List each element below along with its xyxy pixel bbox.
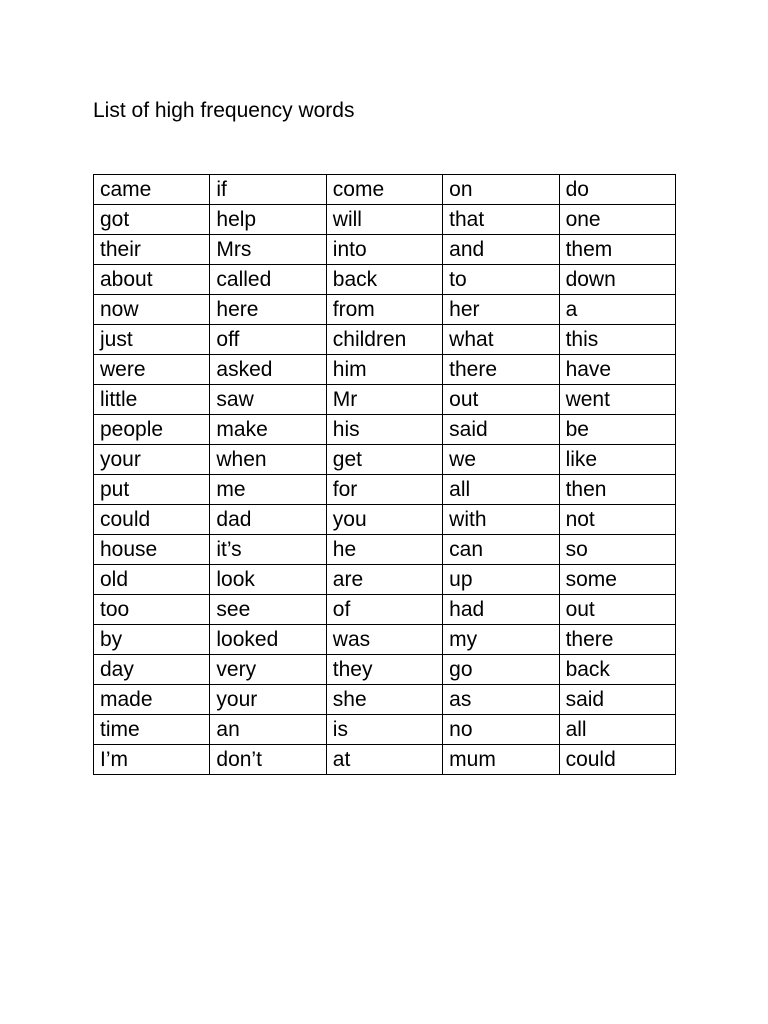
word-cell: all [559,715,675,745]
word-cell: on [443,175,559,205]
word-cell: Mrs [210,235,326,265]
word-cell: could [559,745,675,775]
word-cell: saw [210,385,326,415]
word-cell: your [94,445,210,475]
word-cell: me [210,475,326,505]
word-cell: out [443,385,559,415]
table-row [94,415,676,445]
word-cell: and [443,235,559,265]
word-cell: like [559,445,675,475]
word-cell: about [94,265,210,295]
table-row [94,445,676,475]
word-cell: could [94,505,210,535]
word-cell: get [326,445,442,475]
table-row [94,265,676,295]
word-cell: of [326,595,442,625]
word-cell: said [559,685,675,715]
word-cell: be [559,415,675,445]
word-cell: out [559,595,675,625]
table-row [94,235,676,265]
word-cell: they [326,655,442,685]
word-cell: were [94,355,210,385]
word-cell: little [94,385,210,415]
word-cell: there [559,625,675,655]
word-cell: do [559,175,675,205]
word-cell: are [326,565,442,595]
table-row [94,385,676,415]
word-cell: people [94,415,210,445]
table-row [94,685,676,715]
word-cell: can [443,535,559,565]
word-cell: mum [443,745,559,775]
word-cell: just [94,325,210,355]
word-cell: it’s [210,535,326,565]
word-cell: one [559,205,675,235]
word-cell: my [443,625,559,655]
table-row [94,655,676,685]
word-cell: by [94,625,210,655]
word-cell: an [210,715,326,745]
word-cell: I’m [94,745,210,775]
word-cell: looked [210,625,326,655]
table-row [94,475,676,505]
table-row [94,325,676,355]
word-cell: she [326,685,442,715]
word-cell: there [443,355,559,385]
table-row [94,625,676,655]
word-cell: went [559,385,675,415]
word-cell: Mr [326,385,442,415]
word-cell: called [210,265,326,295]
word-cell: came [94,175,210,205]
word-cell: see [210,595,326,625]
word-cell: go [443,655,559,685]
word-cell: if [210,175,326,205]
word-cell: make [210,415,326,445]
word-cell: he [326,535,442,565]
word-cell: into [326,235,442,265]
word-cell: will [326,205,442,235]
table-row [94,535,676,565]
word-cell: what [443,325,559,355]
word-cell: his [326,415,442,445]
word-cell: then [559,475,675,505]
word-cell: said [443,415,559,445]
table-row [94,595,676,625]
table-row [94,715,676,745]
word-cell: house [94,535,210,565]
word-cell: this [559,325,675,355]
table-row [94,355,676,385]
word-cell: here [210,295,326,325]
word-cell: was [326,625,442,655]
word-cell: made [94,685,210,715]
word-cell: now [94,295,210,325]
document-title: List of high frequency words [93,99,355,122]
word-cell: up [443,565,559,595]
table-row [94,175,676,205]
word-cell: got [94,205,210,235]
word-cell: look [210,565,326,595]
word-cell: old [94,565,210,595]
table-row [94,565,676,595]
table-row [94,295,676,325]
word-cell: have [559,355,675,385]
word-cell: you [326,505,442,535]
table-row [94,505,676,535]
word-table-body [94,175,676,775]
word-cell: too [94,595,210,625]
table-row [94,205,676,235]
word-cell: dad [210,505,326,535]
word-cell: from [326,295,442,325]
word-cell: their [94,235,210,265]
word-cell: asked [210,355,326,385]
word-cell: a [559,295,675,325]
word-cell: very [210,655,326,685]
word-cell: time [94,715,210,745]
word-cell: with [443,505,559,535]
word-cell: not [559,505,675,535]
word-cell: at [326,745,442,775]
word-cell: put [94,475,210,505]
word-cell: to [443,265,559,295]
word-cell: we [443,445,559,475]
table-row [94,745,676,775]
word-cell: is [326,715,442,745]
word-cell: back [326,265,442,295]
word-cell: so [559,535,675,565]
word-cell: as [443,685,559,715]
word-cell: off [210,325,326,355]
word-cell: come [326,175,442,205]
word-cell: all [443,475,559,505]
word-cell: no [443,715,559,745]
word-cell: had [443,595,559,625]
word-cell: your [210,685,326,715]
word-cell: that [443,205,559,235]
word-cell: help [210,205,326,235]
word-cell: don’t [210,745,326,775]
word-cell: him [326,355,442,385]
word-cell: day [94,655,210,685]
high-frequency-word-table [93,174,676,775]
word-cell: when [210,445,326,475]
word-cell: back [559,655,675,685]
word-cell: children [326,325,442,355]
word-cell: her [443,295,559,325]
word-cell: them [559,235,675,265]
word-cell: some [559,565,675,595]
word-cell: down [559,265,675,295]
word-cell: for [326,475,442,505]
